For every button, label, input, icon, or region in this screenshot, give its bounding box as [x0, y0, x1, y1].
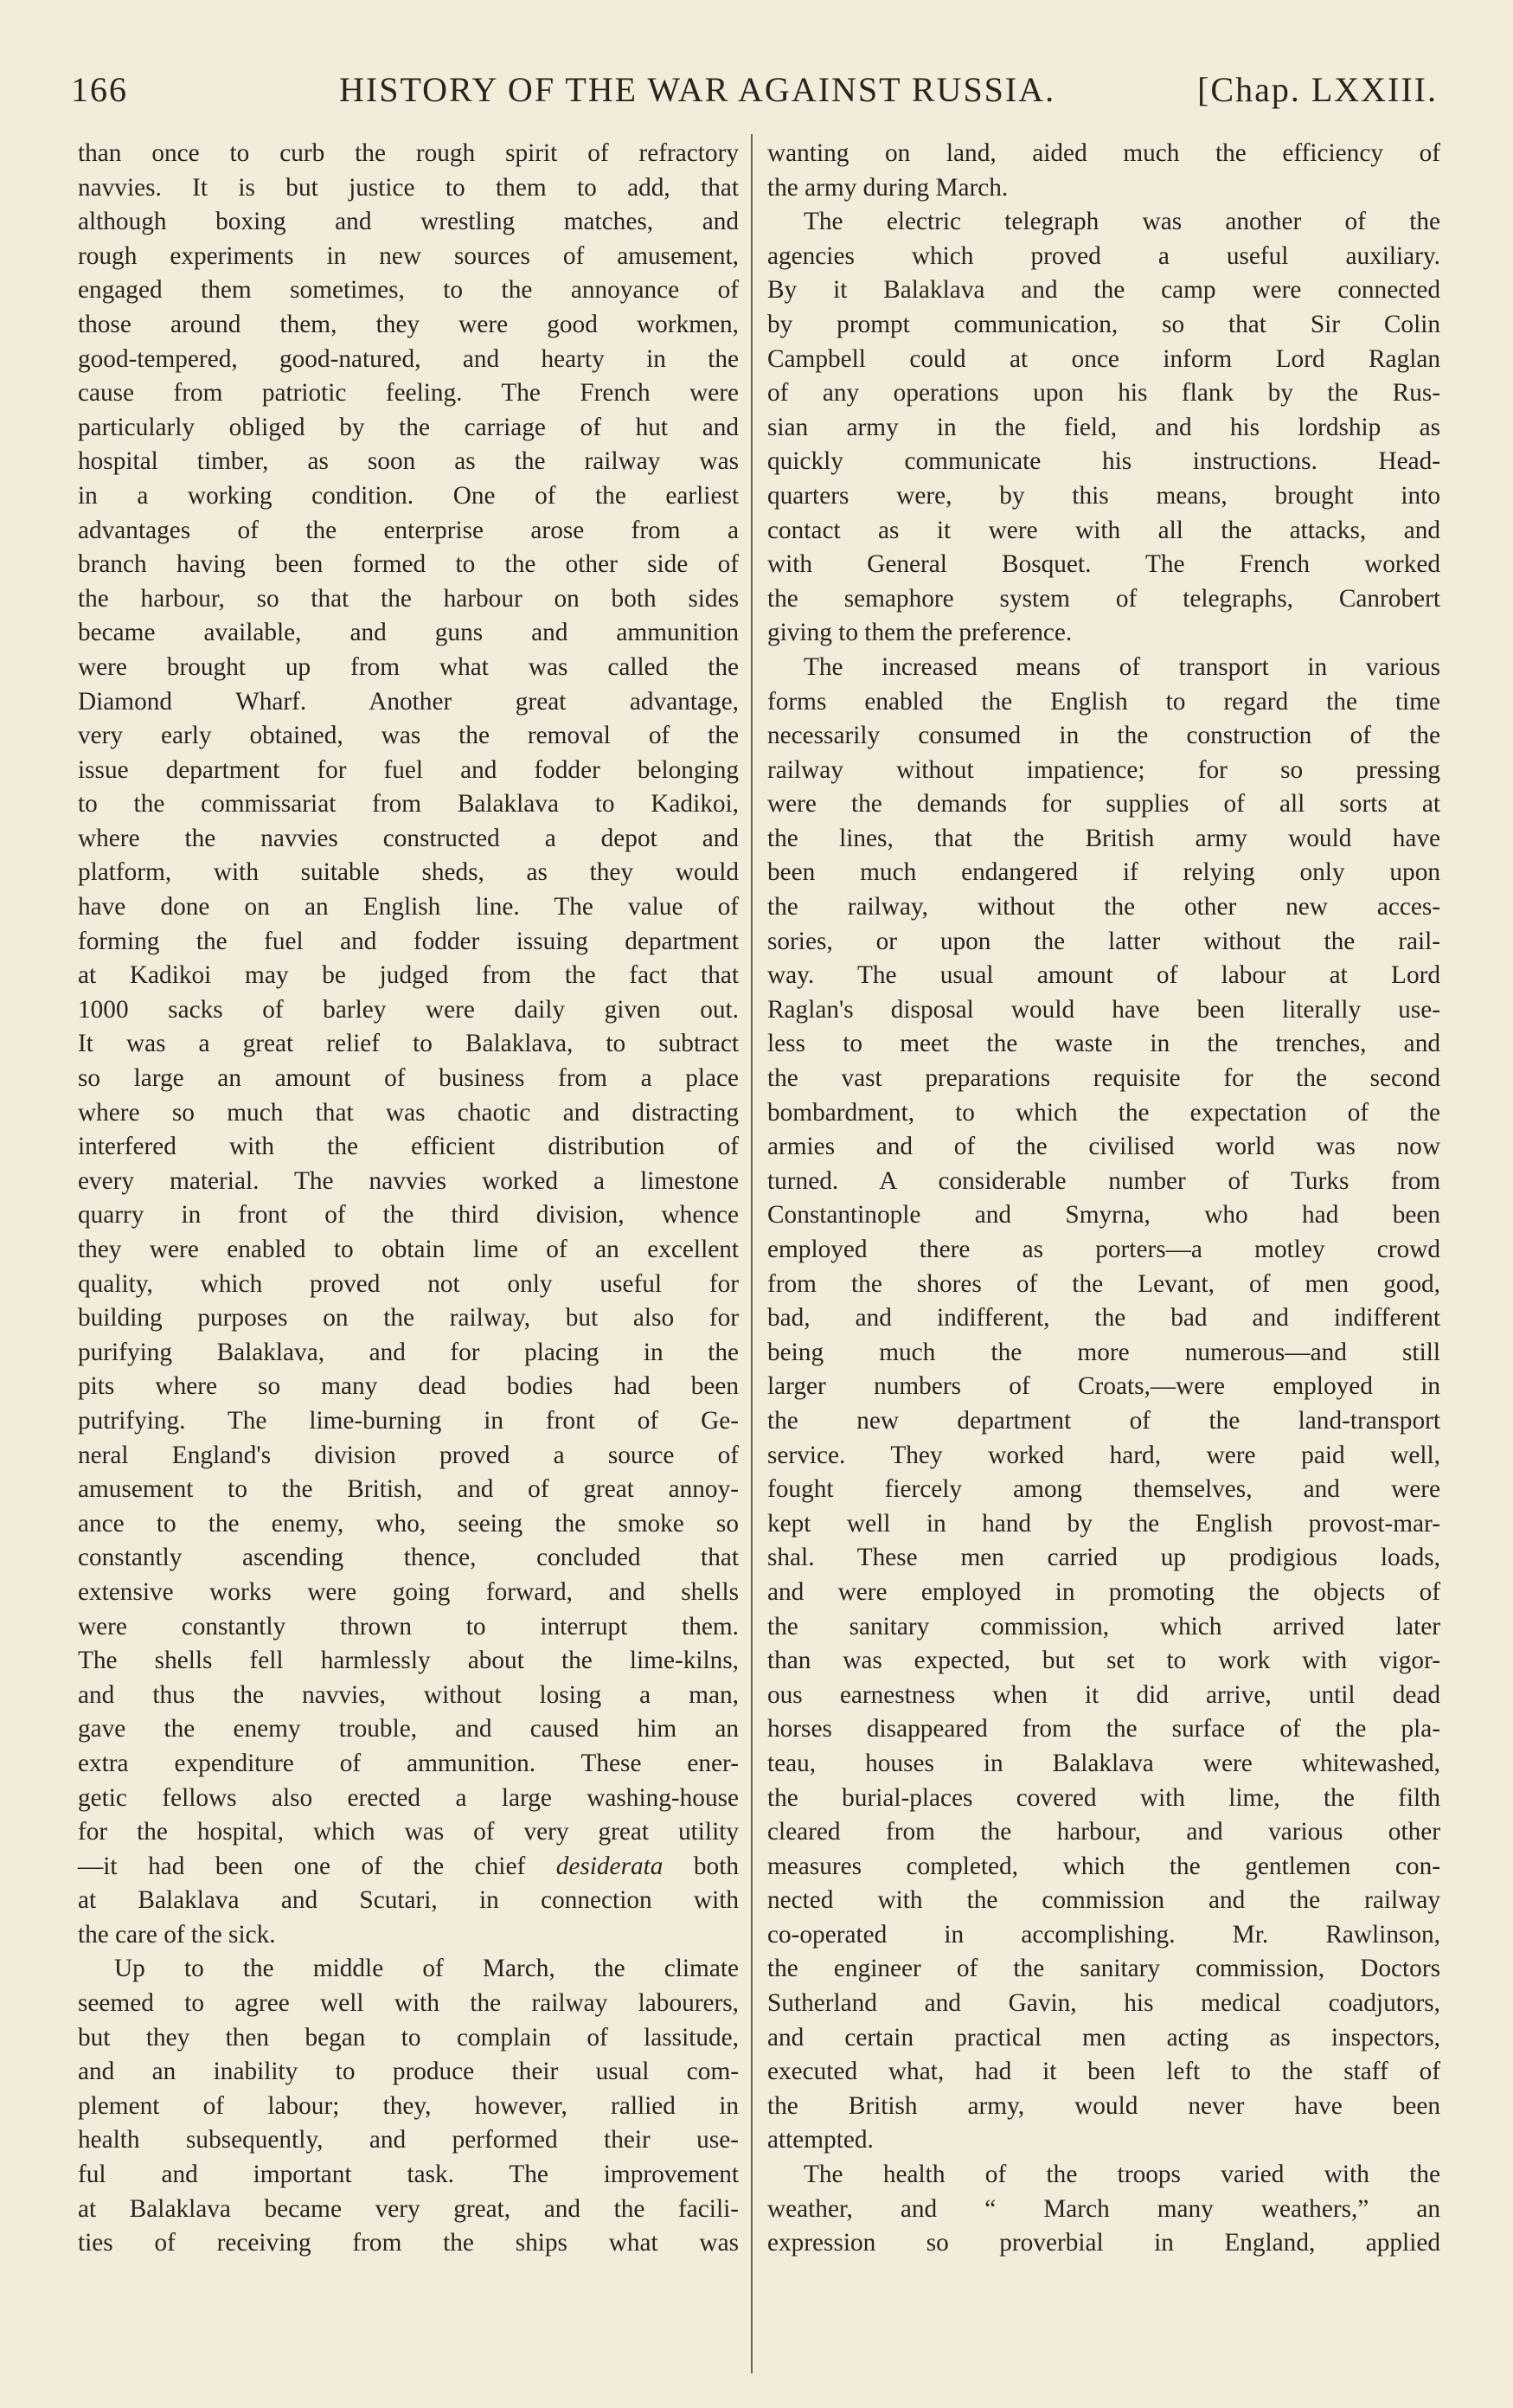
text-line: the sanitary commission, which arrived later: [767, 1612, 1440, 1641]
column-divider: [751, 134, 753, 2373]
text-line: quality, which proved not only useful for: [78, 1269, 739, 1298]
text-line: building purposes on the railway, but also for: [78, 1304, 739, 1332]
text-line: were constantly thrown to interrupt them.: [78, 1612, 739, 1641]
text-line: hospital timber, as soon as the railway was: [78, 447, 739, 476]
text-line-with-italic: [78, 1850, 739, 1885]
text-line: executed what, had it been left to the staff of: [767, 2058, 1440, 2086]
text-line: neral England's division proved a source of: [78, 1441, 739, 1469]
text-line: railway without impatience; for so pressing: [767, 755, 1440, 784]
text-line: gave the enemy trouble, and caused him an: [78, 1715, 739, 1743]
text-line: cause from patriotic feeling. The French were: [78, 379, 739, 408]
text-line: kept well in hand by the English provost-mar-: [767, 1509, 1440, 1538]
text-line: the lines, that the British army would have: [767, 824, 1440, 852]
text-line: horses disappeared from the surface of the pla-: [767, 1715, 1440, 1743]
text-line: the care of the sick.: [78, 1920, 276, 1949]
text-line: issue department for fuel and fodder belonging: [78, 755, 739, 784]
text-line: shal. These men carried up prodigious loads,: [767, 1544, 1440, 1572]
text-line: they were enabled to obtain lime of an excellent: [78, 1236, 739, 1263]
text-line: where the navvies constructed a depot and: [78, 824, 739, 852]
text-line: Sutherland and Gavin, his medical coadjutors,: [767, 1989, 1440, 2018]
text-line: purifying Balaklava, and for placing in the: [78, 1338, 739, 1366]
text-line: turned. A considerable number of Turks from: [767, 1166, 1440, 1195]
running-title: HISTORY OF THE WAR AGAINST RUSSIA.: [339, 70, 1056, 109]
text-line: co-operated in accomplishing. Mr. Rawlinson,: [767, 1920, 1440, 1949]
text-line: were the demands for supplies of all sorts at: [767, 790, 1440, 819]
text-line: fought fiercely among themselves, and were: [767, 1475, 1440, 1504]
text-line: agencies which proved a useful auxiliary.: [767, 241, 1440, 270]
text-line: sories, or upon the latter without the rail-: [767, 927, 1440, 955]
text-line: been much endangered if relying only upon: [767, 858, 1440, 887]
text-line: contact as it were with all the attacks, and: [767, 516, 1440, 544]
text-line: the British army, would never have been: [767, 2091, 1440, 2120]
text-line: at Balaklava and Scutari, in connection with: [78, 1886, 739, 1915]
text-line: necessarily consumed in the construction of the: [767, 722, 1440, 750]
text-line: getic fellows also erected a large washing-house: [78, 1783, 739, 1812]
text-line: 1000 sacks of barley were daily given out.: [78, 995, 739, 1024]
text-line: weather, and “ March many weathers,” an: [767, 2194, 1440, 2223]
text-line: seemed to agree well with the railway labourers,: [78, 1989, 739, 2018]
text-line: navvies. It is but justice to them to add, that: [78, 173, 739, 202]
text-line: engaged them sometimes, to the annoyance of: [78, 276, 739, 305]
text-line: ful and important task. The improvement: [78, 2161, 739, 2189]
text-line: pits where so many dead bodies had been: [78, 1372, 739, 1401]
running-header: [71, 69, 1438, 121]
text-line: were brought up from what was called the: [78, 652, 739, 681]
text-line: teau, houses in Balaklava were whitewashed,: [767, 1749, 1440, 1777]
text-line: at Balaklava became very great, and the facili-: [78, 2194, 739, 2223]
text-line: than was expected, but set to work with vigor-: [767, 1647, 1440, 1675]
text-line: The increased means of transport in various: [804, 652, 1440, 681]
text-line: the vast preparations requisite for the second: [767, 1064, 1440, 1093]
text-line: good-tempered, good-natured, and hearty in the: [78, 344, 739, 373]
text-line: by prompt communication, so that Sir Colin: [767, 310, 1440, 338]
text-line: every material. The navvies worked a limestone: [78, 1166, 739, 1195]
text-line: than once to curb the rough spirit of refractory: [78, 139, 739, 167]
text-line: became available, and guns and ammunition: [78, 619, 739, 647]
text-line: plement of labour; they, however, rallied in: [78, 2091, 739, 2120]
text-segment: —it had been one of the chief: [78, 1852, 526, 1880]
text-line: the new department of the land-transport: [767, 1406, 1440, 1435]
text-line: extra expenditure of ammunition. These ener-: [78, 1749, 739, 1777]
text-line: from the shores of the Levant, of men good,: [767, 1269, 1440, 1298]
text-line: sian army in the field, and his lordship as: [767, 413, 1440, 441]
chapter-reference: [Chap. LXXIII.: [1197, 70, 1438, 109]
text-line: those around them, they were good workmen,: [78, 310, 739, 338]
text-line: the railway, without the other new acces-: [767, 893, 1440, 921]
text-line: and certain practical men acting as inspectors,: [767, 2023, 1440, 2052]
text-line: ous earnestness when it did arrive, until dead: [767, 1680, 1440, 1709]
text-line: armies and of the civilised world was now: [767, 1133, 1440, 1161]
text-line: putrifying. The lime-burning in front of Ge-: [78, 1406, 739, 1435]
text-line: being much the more numerous—and still: [767, 1338, 1440, 1366]
text-line: advantages of the enterprise arose from a: [78, 516, 739, 544]
text-line: and an inability to produce their usual com-: [78, 2058, 739, 2086]
text-line: forming the fuel and fodder issuing department: [78, 927, 739, 955]
text-line: the engineer of the sanitary commission, Doctors: [767, 1955, 1440, 1983]
text-line: larger numbers of Croats,—were employed in: [767, 1372, 1440, 1401]
text-line: bombardment, to which the expectation of the: [767, 1098, 1440, 1127]
text-line: bad, and indifferent, the bad and indifferent: [767, 1304, 1440, 1332]
text-line: in a working condition. One of the earliest: [78, 481, 739, 510]
text-line: the semaphore system of telegraphs, Canrobert: [767, 584, 1440, 613]
text-line: employed there as porters—a motley crowd: [767, 1236, 1440, 1263]
text-line: The shells fell harmlessly about the lime-kilns,: [78, 1647, 739, 1675]
text-segment: both: [693, 1852, 739, 1880]
text-line: amusement to the British, and of great annoy-: [78, 1475, 739, 1504]
text-line: have done on an English line. The value of: [78, 893, 739, 921]
text-line: expression so proverbial in England, applied: [767, 2229, 1440, 2257]
text-line: less to meet the waste in the trenches, and: [767, 1030, 1440, 1058]
text-line: quickly communicate his instructions. Head-: [767, 447, 1440, 476]
text-line: nected with the commission and the railway: [767, 1886, 1440, 1915]
text-line: forms enabled the English to regard the time: [767, 687, 1440, 716]
text-line: of any operations upon his flank by the Rus-: [767, 379, 1440, 408]
text-line: The health of the troops varied with the: [804, 2161, 1440, 2189]
text-line: ties of receiving from the ships what was: [78, 2229, 739, 2257]
text-line: and thus the navvies, without losing a man,: [78, 1680, 739, 1709]
text-line: at Kadikoi may be judged from the fact that: [78, 961, 739, 990]
text-line: rough experiments in new sources of amusement,: [78, 241, 739, 270]
text-line: ance to the enemy, who, seeing the smoke so: [78, 1509, 739, 1538]
text-line: By it Balaklava and the camp were connected: [767, 276, 1440, 305]
right-column: [767, 137, 1440, 2261]
text-line: service. They worked hard, were paid well,: [767, 1441, 1440, 1469]
text-line: Up to the middle of March, the climate: [114, 1955, 739, 1983]
text-line: constantly ascending thence, concluded that: [78, 1544, 739, 1572]
text-line: Diamond Wharf. Another great advantage,: [78, 687, 739, 716]
text-line: measures completed, which the gentlemen con-: [767, 1852, 1440, 1880]
text-line: cleared from the harbour, and various other: [767, 1818, 1440, 1846]
text-line: health subsequently, and performed their use-: [78, 2126, 739, 2154]
text-line: but they then began to complain of lassitude,: [78, 2023, 739, 2052]
text-line: the burial-places covered with lime, the filth: [767, 1783, 1440, 1812]
text-line: quarters were, by this means, brought into: [767, 481, 1440, 510]
text-line: so large an amount of business from a place: [78, 1064, 739, 1093]
text-line: extensive works were going forward, and shells: [78, 1577, 739, 1606]
text-line: attempted.: [767, 2126, 874, 2154]
text-line: giving to them the preference.: [767, 619, 1073, 647]
text-line: very early obtained, was the removal of the: [78, 722, 739, 750]
text-line: to the commissariat from Balaklava to Kadikoi,: [78, 790, 739, 819]
text-line: with General Bosquet. The French worked: [767, 550, 1440, 579]
text-line: where so much that was chaotic and distracting: [78, 1098, 739, 1127]
text-line: the army during March.: [767, 173, 1009, 202]
text-line: particularly obliged by the carriage of hut and: [78, 413, 739, 441]
page-number: 166: [71, 70, 128, 109]
text-line: platform, with suitable sheds, as they would: [78, 858, 739, 887]
text-line: although boxing and wrestling matches, and: [78, 208, 739, 236]
text-line: the harbour, so that the harbour on both sides: [78, 584, 739, 613]
text-line: for the hospital, which was of very great utility: [78, 1818, 739, 1846]
text-line: interfered with the efficient distribution of: [78, 1133, 739, 1161]
text-line: wanting on land, aided much the efficiency of: [767, 139, 1440, 167]
italic-term: desiderata: [555, 1852, 664, 1880]
text-line: The electric telegraph was another of the: [804, 208, 1440, 236]
text-line: Campbell could at once inform Lord Raglan: [767, 344, 1440, 373]
text-line: quarry in front of the third division, whence: [78, 1201, 739, 1230]
left-column: [78, 137, 739, 2261]
text-line: way. The usual amount of labour at Lord: [767, 961, 1440, 990]
text-line: Raglan's disposal would have been literally use-: [767, 995, 1440, 1024]
text-line: It was a great relief to Balaklava, to subtract: [78, 1030, 739, 1058]
text-line: Constantinople and Smyrna, who had been: [767, 1201, 1440, 1230]
text-line: branch having been formed to the other side of: [78, 550, 739, 579]
text-line: and were employed in promoting the objects of: [767, 1577, 1440, 1606]
